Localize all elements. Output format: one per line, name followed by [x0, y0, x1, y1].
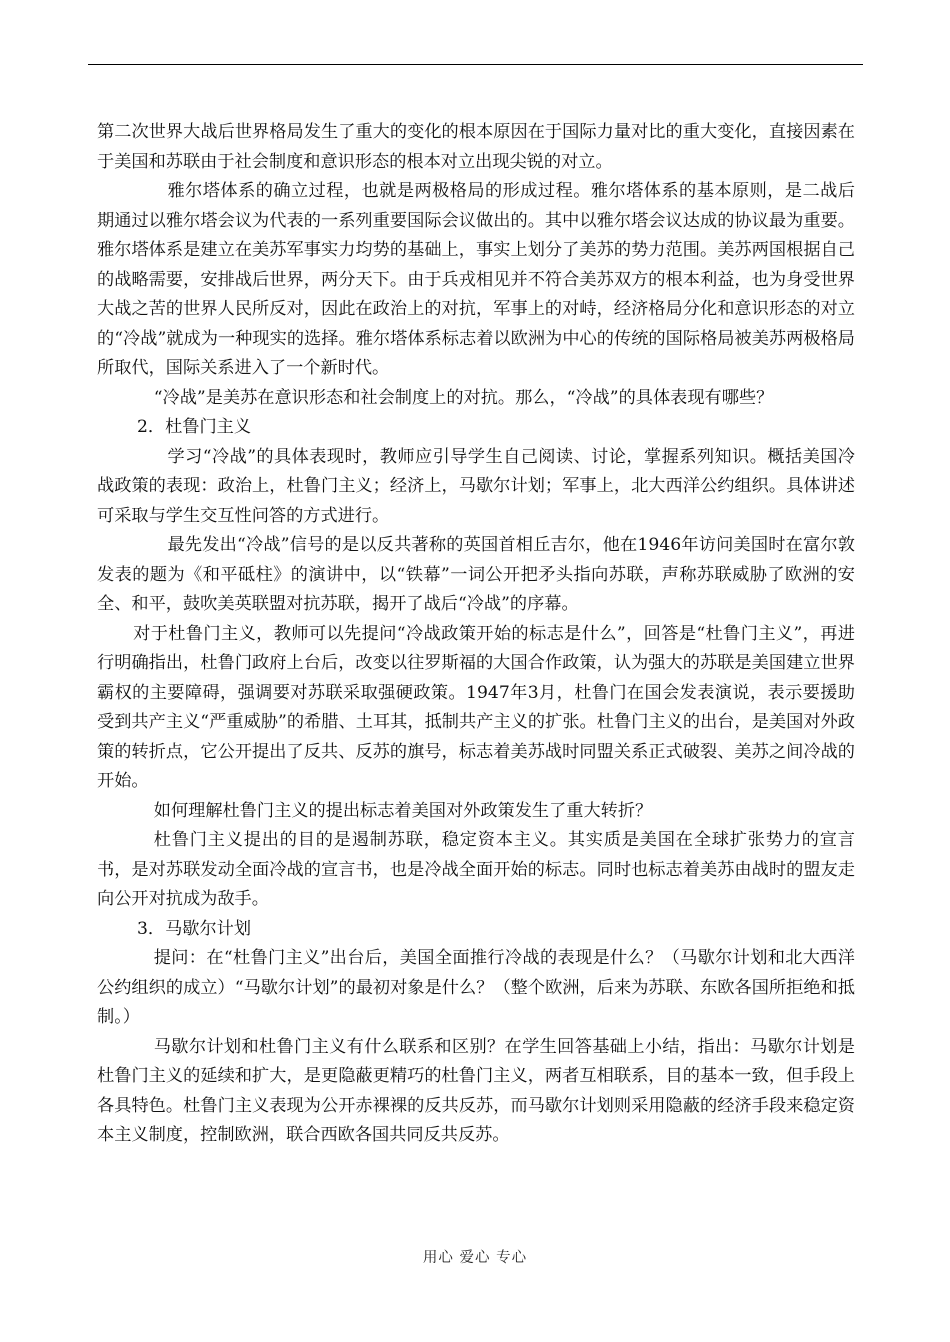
paragraph-4: 学习“冷战”的具体表现时，教师应引导学生自己阅读、讨论，掌握系列知识。概括美国冷战政策的表现：政治上，杜鲁门主义；经济上，马歇尔计划；军事上，北大西洋公约组织。具体讲述可采取与学生交互性问答的方式进行。 [97, 446, 855, 526]
paragraph-10: 马歇尔计划和杜鲁门主义有什么联系和区别？在学生回答基础上小结，指出：马歇尔计划是杜鲁门主义的延续和扩大，是更隐蔽更精巧的杜鲁门主义，两者互相联系，目的基本一致，但手段上各具特色。杜鲁门主义表现为公开赤裸裸的反共反苏，而马歇尔计划则采用隐蔽的经济手段来稳定资本主义制度，控制欧洲，联合西欧各国共同反共反苏。 [97, 1036, 855, 1145]
section-heading-truman: 2．杜鲁门主义 [137, 417, 252, 437]
document-body [97, 118, 855, 1151]
header-rule [88, 64, 863, 65]
paragraph-2: 雅尔塔体系的确立过程，也就是两极格局的形成过程。雅尔塔体系的基本原则，是二战后期通过以雅尔塔会议为代表的一系列重要国际会议做出的。其中以雅尔塔会议达成的协议最为重要。雅尔塔体系是建立在美苏军事实力均势的基础上，事实上划分了美苏的势力范围。美苏两国根据自己的战略需要，安排战后世界，两分天下。由于兵戎相见并不符合美苏双方的根本利益，也为身受世界大战之苦的世界人民所反对，因此在政治上的对抗，军事上的对峙，经济格局分化和意识形态的对立的“冷战”就成为一种现实的选择。雅尔塔体系标志着以欧洲为中心的传统的国际格局被美苏两极格局所取代，国际关系进入了一个新时代。 [97, 181, 855, 378]
paragraph-7: 如何理解杜鲁门主义的提出标志着美国对外政策发生了重大转折？ [153, 800, 653, 821]
paragraph-3: “冷战”是美苏在意识形态和社会制度上的对抗。那么，“冷战”的具体表现有哪些？ [153, 387, 774, 408]
paragraph-6: 对于杜鲁门主义，教师可以先提问“冷战政策开始的标志是什么”，回答是“杜鲁门主义”，再进行明确指出，杜鲁门政府上台后，改变以往罗斯福的大国合作政策，认为强大的苏联是美国建立世界霸权的主要障碍，强调要对苏联采取强硬政策。1947年3月，杜鲁门在国会发表演说，表示要援助受到共产主义“严重威胁”的希腊、土耳其，抵制共产主义的扩张。杜鲁门主义的出台，是美国对外政策的转折点，它公开提出了反共、反苏的旗号，标志着美苏战时同盟关系正式破裂、美苏之间冷战的开始。 [97, 623, 855, 791]
paragraph-8: 杜鲁门主义提出的目的是遏制苏联，稳定资本主义。其实质是美国在全球扩张势力的宣言书，是对苏联发动全面冷战的宣言书，也是冷战全面开始的标志。同时也标志着美苏由战时的盟友走向公开对抗成为敌手。 [97, 830, 855, 909]
section-heading-marshall: 3．马歇尔计划 [137, 918, 252, 939]
paragraph-9: 提问：在“杜鲁门主义”出台后，美国全面推行冷战的表现是什么？（马歇尔计划和北大西洋公约组织的成立）“马歇尔计划”的最初对象是什么？（整个欧洲，后来为苏联、东欧各国所拒绝和抵制。） [97, 948, 855, 1027]
paragraph-5: 最先发出“冷战”信号的是以反共著称的英国首相丘吉尔，他在1946年访问美国时在富尔敦发表的题为《和平砥柱》的演讲中，以“铁幕”一词公开把矛头指向苏联，声称苏联威胁了欧洲的安全、和平，鼓吹美英联盟对抗苏联，揭开了战后“冷战”的序幕。 [97, 535, 855, 614]
paragraph-1: 第二次世界大战后世界格局发生了重大的变化的根本原因在于国际力量对比的重大变化，直接因素在于美国和苏联由于社会制度和意识形态的根本对立出现尖锐的对立。 [97, 122, 855, 172]
page-footer: 用心 爱心 专心 [422, 1250, 528, 1266]
